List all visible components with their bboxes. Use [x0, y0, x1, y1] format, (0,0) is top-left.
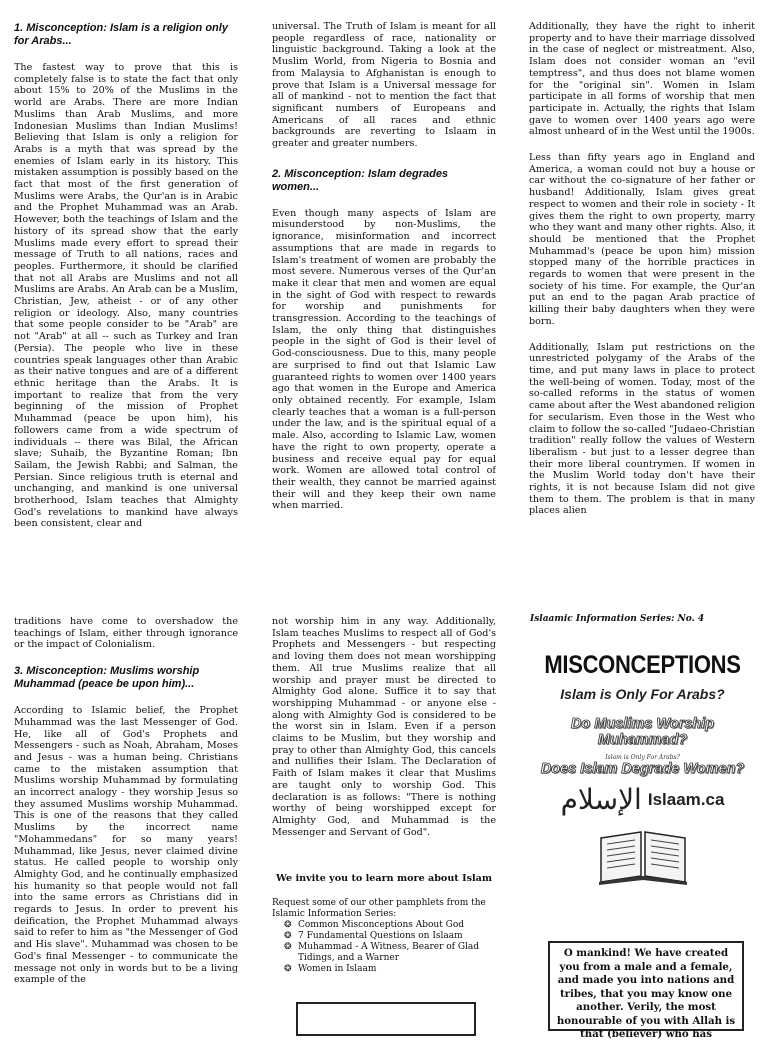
- invite-text: We invite you to learn more about Islam: [276, 873, 492, 884]
- pamphlet-request: [272, 898, 496, 975]
- list-item: ❂ 7 Fundamental Questions on Islaam: [284, 931, 463, 941]
- contact-box: [296, 1002, 476, 1036]
- misconception-1-heading: 1. Misconception: Islam is a religion only for Arabs...: [14, 22, 228, 47]
- quran-quote-box: [548, 941, 744, 1040]
- series-label: Islaamic Information Series: No. 4: [530, 614, 705, 624]
- logo-latin: Islaam.ca: [647, 789, 725, 809]
- gear-bullet-icon: ❂: [284, 931, 292, 941]
- list-item: ❂ Common Misconceptions About God: [284, 920, 465, 930]
- cover-tiny-text: Islam is Only For Arabs?: [605, 754, 680, 761]
- cover-panel: [530, 648, 755, 886]
- islaam-logo: [530, 783, 755, 816]
- open-book-icon: [530, 824, 755, 886]
- women-rights-paragraph-2: Less than fifty years ago in England and America, a woman could not buy a house or car without the co-signature of her father or husband! Additionally, Islam gives great respect to women and their role in society - It gives them the right to own property, marry who they want and many other rights. Also, it should be mentioned that the Prophet Muhammad's (peace be upon him) mission stopped many of the horrible practices in regards to women that were present in the society of his time. For example, the Qur'an put an end to the pagan Arab practice of killing their baby daughters when they were born.: [529, 152, 755, 327]
- misconception-2-heading: 2. Misconception: Islam degrades women...: [272, 167, 449, 193]
- cover-title: MISCONCEPTIONS: [544, 650, 741, 679]
- gear-bullet-icon: ❂: [284, 964, 292, 974]
- quran-quote: O mankind! We have created you from a male and a female, and made you into nations and tribes, that you may know one another. Verily, the most honourable of you with Allah is that (believer) who has: [556, 947, 736, 1040]
- gear-bullet-icon: ❂: [284, 920, 292, 930]
- cover-question-2: Do Muslims Worship Muhammad?: [570, 716, 715, 748]
- column-5: [272, 616, 496, 864]
- universal-paragraph: universal. The Truth of Islam is meant for all people regardless of race, nationality or linguistic background. Taking a look at the Muslim World, from Nigeria to Bosnia and from Malaysia to Afghanistan is enough to prove that Islam is a Universal message for all of mankind - not to mention the fact that significant numbers of Europeans and Americans of all races and ethnic backgrounds are reverting to Islaam in greater and greater numbers.: [272, 21, 496, 150]
- misconception-3-text: According to Islamic belief, the Prophet Muhammad was the last Messenger of God. He, like all of God's Prophets and Messengers - such as Noah, Abraham, Moses and Jesus - was a human being. Christians came to the mistaken assumption that Muslims worship Muhammad by formulating an incorrect analogy - they worship Jesus so they assumed Muslims worship Muhammad. This is one of the reasons that they called Muslims by the incorrect name "Mohammedans" for so many years! Muhammad, like Jesus, never claimed divine status. He called people to worship only Almighty God, and he continually emphasized his humanity so that people would not fall into the same errors as Christians did in regards to Jesus. In order to prevent his deification, the Prophet Muhammad always said to refer to him as "the Messenger of God and His slave". Muhammad was chosen to be God's final Messenger - to communicate the message not only in words but to be a living example of the: [14, 705, 238, 986]
- list-item: ❂ Muhammad - A Witness, Bearer of Glad Tidings, and a Warner: [284, 942, 480, 963]
- column-1: [14, 22, 238, 600]
- column-2: [272, 21, 496, 599]
- list-item: ❂ Women in Islaam: [284, 964, 377, 974]
- logo-arabic: الإسلام: [560, 783, 642, 816]
- women-rights-paragraph-1: Additionally, they have the right to inherit property and to have their marriage dissolved in the case of neglect or mistreatment. Also, Islam does not consider woman an "evil temptress", and thus does not blame women for the "original sin". Women in Islam participate in all forms of worship that men participate in. Actually, the rights that Islam gave to women over 1400 years ago were almost unheard of in the West until the 1900s.: [529, 21, 755, 138]
- pamphlet-list: [284, 920, 496, 975]
- cover-question-3: Does Islam Degrade Women?: [540, 761, 745, 777]
- misconception-3-heading: 3. Misconception: Muslims worship Muhammad (peace be upon him)...: [14, 665, 200, 691]
- cover-question-1: Islam is Only For Arabs?: [560, 686, 725, 702]
- column-3: [529, 21, 755, 581]
- column-4: [14, 616, 238, 1026]
- gear-bullet-icon: ❂: [284, 942, 292, 952]
- women-rights-paragraph-3: Additionally, Islam put restrictions on the unrestricted polygamy of the Arabs of the time, and put many laws in place to protect the well-being of women. Today, most of the so-called reforms in the status of women came about after the West abandoned religion for secularism. Even those in the West who claim to follow the so-called "Judaeo-Christian tradition" really follow the values of Western liberalism - but just to a lesser degree than their more liberal countrymen. If women in the Muslim World today don't have their rights, it is not because Islam did not give them to them. The problem is that in many places alien: [529, 341, 755, 517]
- misconception-2-text: Even though many aspects of Islam are misunderstood by non-Muslims, the ignorance, misinformation and incorrect assumptions that are made in regards to Islam's treatment of women are probably the most severe. Numerous verses of the Qur'an make it clear that men and women are equal in the sight of God with respect to rewards for worship and punishments for transgression. According to the teachings of Islam, the only thing that distinguishes people in the sight of God is their level of God-consciousness. Due to this, many people are surprised to find out that Islamic Law guaranteed rights to women over 1400 years ago that women in the Europe and America only obtained recently. For example, Islam clearly teaches that a woman is a full-person under the law, and is the spiritual equal of a male. Also, according to Islamic Law, women have the right to own property, operate a business and receive equal pay for equal work. Women are allowed total control of their wealth, they cannot be married against their will and they keep their own name when married.: [272, 207, 496, 512]
- request-intro: Request some of our other pamphlets from the Islamic Information Series:: [272, 898, 486, 919]
- colonialism-paragraph: traditions have come to overshadow the teachings of Islam, either through ignorance or the impact of Colonialism.: [14, 616, 238, 651]
- misconception-1-text: The fastest way to prove that this is completely false is to state the fact that only about 15% to 20% of the Muslims in the world are Arabs. There are more Indian Muslims than Arab Muslims, and more Indonesian Muslims than Indian Muslims! Believing that Islam is only a religion for Arabs is a myth that was spread by the enemies of Islam early in its history. This mistaken assumption is possibly based on the fact that most of the first generation of Muslims were Arabs, the Qur'an is in Arabic and the Prophet Muhammad was an Arab. However, both the teachings of Islam and the history of its spread show that the early Muslims made every effort to spread their message of Truth to all nations, races and peoples. Furthermore, it should be clarified that not all Arabs are Muslims and not all Muslims are Arabs. An Arab can be a Muslim, Christian, Jew, atheist - or of any other religion or ideology. Also, many countries that some people consider to be "Arab" are not "Arab" at all -- such as Turkey and Iran (Persia). The people who live in these countries speak languages other than Arabic as their native tongues and are of a different ethnic heritage than the Arabs. It is important to realize that from the very beginning of the mission of Prophet Muhammad (peace be upon him), his followers came from a wide spectrum of individuals -- there was Bilal, the African slave; Suhaib, the Byzantine Roman; Ibn Sailam, the Jewish Rabbi; and Salman, the Persian. Since religious truth is eternal and unchanging, and mankind is one universal brotherhood, Islam teaches that Almighty God's revelations to mankind have always been consistent, clear and: [14, 62, 238, 530]
- worship-paragraph: not worship him in any way. Additionally, Islam teaches Muslims to respect all of God's Prophets and Messengers - but respecting and loving them does not mean worshipping them. All true Muslims realize that all worship and prayer must be directed to Almighty God alone. Suffice it to say that worshipping Muhammad - or anyone else - along with Almighty God is considered to be the worst sin in Islam. Even if a person claims to be Muslim, but they worship and pray to other than Almighty God, this cancels and nullifies their Islam. The Declaration of Faith of Islam makes it clear that Muslims are taught only to worship God. This declaration is as follows: "There is nothing worthy of being worshipped except for Almighty God, and Muhammad is the Messenger and Servant of God".: [272, 616, 496, 838]
